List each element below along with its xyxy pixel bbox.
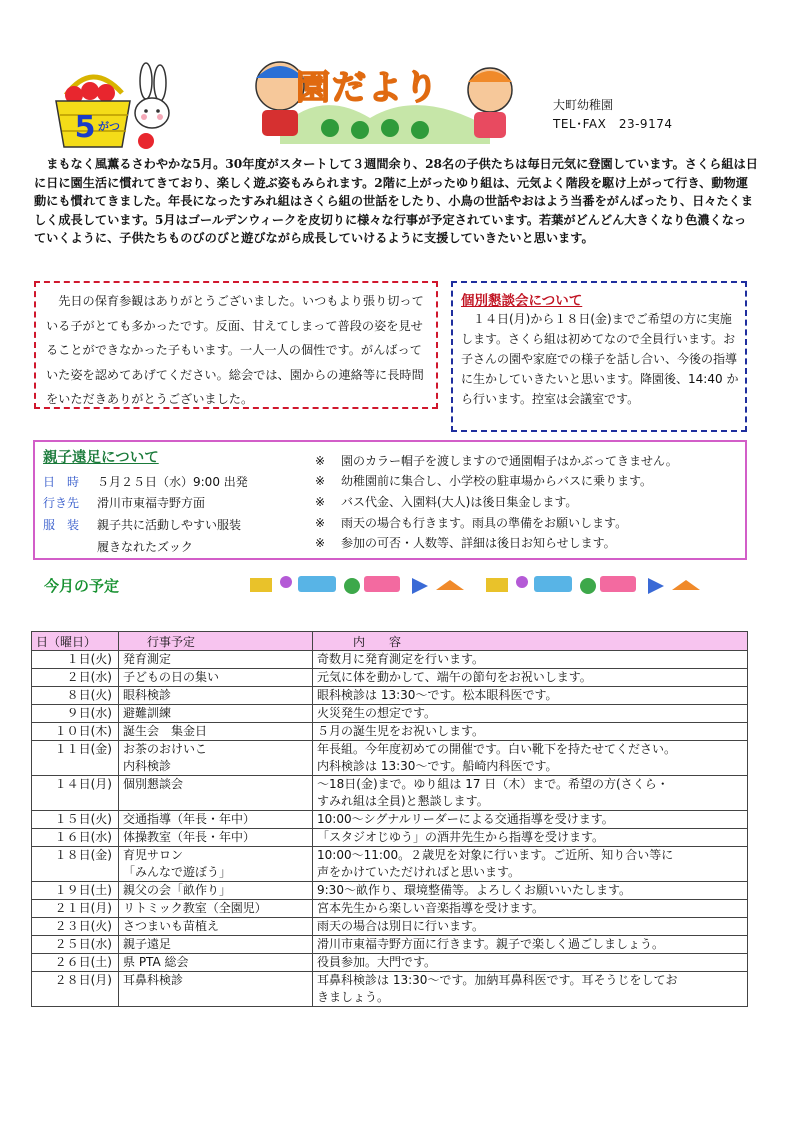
schedule-detail-line: ５月の誕生児をお祝いします。: [317, 724, 485, 738]
schedule-event-line: 避難訓練: [123, 706, 172, 720]
table-row: [32, 811, 748, 829]
schedule-event: [119, 687, 313, 705]
schedule-date: ２１日(月): [32, 900, 119, 918]
schedule-detail-line: 9:30～畝作り、環境整備等。よろしくお願いいたします。: [317, 883, 631, 897]
schedule-detail-line: 雨天の場合は別日に行います。: [317, 919, 485, 933]
table-row: [32, 936, 748, 954]
trip-row-shoes: 履きなれたズック: [97, 540, 193, 554]
schedule-event: [119, 918, 313, 936]
schedule-event: [119, 847, 313, 882]
schedule-date: １１日(金): [32, 741, 119, 776]
trip-note: ※ 雨天の場合も行きます。雨具の準備をお願いします。: [315, 516, 628, 530]
schedule-event: [119, 776, 313, 811]
schedule-details: [313, 687, 748, 705]
schedule-event-line: 子どもの日の集い: [123, 670, 220, 684]
schedule-event-line: お茶のおけいこ: [123, 742, 208, 756]
schedule-date: １５日(火): [32, 811, 119, 829]
schedule-event-line: 県 PTA 総会: [123, 955, 189, 969]
trip-note: ※ 幼稚園前に集合し、小学校の駐車場からバスに乗ります。: [315, 474, 653, 488]
schedule-event: [119, 669, 313, 687]
schedule-table: [31, 631, 748, 1007]
schedule-details: [313, 918, 748, 936]
schedule-event: [119, 705, 313, 723]
schedule-detail-line: 声をかけていただければと思います。: [317, 865, 521, 879]
individual-meeting-title: 個別懇談会について: [461, 293, 583, 309]
table-row: [32, 705, 748, 723]
schedule-date: １０日(木): [32, 723, 119, 741]
family-trip-title: 親子遠足について: [43, 450, 159, 466]
schedule-details: [313, 811, 748, 829]
schedule-detail-line: 火災発生の想定です。: [317, 706, 437, 720]
schedule-details: [313, 776, 748, 811]
carp-streamer-decoration: [246, 570, 716, 602]
table-row: [32, 723, 748, 741]
schedule-event: [119, 882, 313, 900]
schedule-date: ２３日(火): [32, 918, 119, 936]
table-row: [32, 669, 748, 687]
schedule-date: ２５日(水): [32, 936, 119, 954]
visit-thanks-text: 先日の保育参観はありがとうございました。いつもより張り切っている子がとても多かったです。反面、甘えてしまって普段の姿を見せることができなかった子もいます。一人一人の個性です。がんばっていた姿を認めてあげてください。総会では、園からの連絡等に長時間をいただきありがとうございました。: [46, 294, 424, 406]
schedule-event-line: 眼科検診: [123, 688, 172, 702]
trip-note: ※ バス代金、入園料(大人)は後日集金します。: [315, 495, 578, 509]
schedule-date: ８日(火): [32, 687, 119, 705]
school-tel: TEL･FAX 23-9174: [553, 117, 673, 131]
month-schedule-title: 今月の予定: [44, 577, 120, 595]
schedule-detail-line: 宮本先生から楽しい音楽指導を受けます。: [317, 901, 545, 915]
schedule-event-line: 親子遠足: [123, 937, 172, 951]
table-row: [32, 847, 748, 882]
table-row: [32, 651, 748, 669]
table-row: [32, 900, 748, 918]
table-row: [32, 954, 748, 972]
schedule-detail-line: 役員参加。大門です。: [317, 955, 437, 969]
school-name: 大町幼稚園: [553, 98, 614, 112]
schedule-details: [313, 829, 748, 847]
schedule-event-line: 「みんなで遊ぼう」: [123, 865, 232, 879]
schedule-detail-line: 耳鼻科検診は 13:30～です。加納耳鼻科医です。耳そうじをしてお: [317, 973, 678, 987]
schedule-detail-line: すみれ組は全員)と懇談します。: [317, 794, 489, 808]
schedule-details: [313, 936, 748, 954]
schedule-detail-line: 10:00～11:00。２歳児を対象に行います。ご近所、知り合い等に: [317, 848, 674, 862]
schedule-detail-line: ～18日(金)まで。ゆり組は 17 日（木）まで。希望の方(さくら・: [317, 777, 669, 791]
schedule-event: [119, 972, 313, 1007]
table-row: [32, 972, 748, 1007]
schedule-event-line: 親父の会「畝作り」: [123, 883, 232, 897]
individual-meeting-box: [451, 281, 747, 432]
schedule-details: [313, 651, 748, 669]
schedule-details: [313, 741, 748, 776]
visit-thanks-box: [34, 281, 438, 409]
schedule-detail-line: 年長組。今年度初めての開催です。白い靴下を持たせてください。: [317, 742, 677, 756]
schedule-event: [119, 651, 313, 669]
schedule-details: [313, 972, 748, 1007]
schedule-details: [313, 705, 748, 723]
schedule-date: １９日(土): [32, 882, 119, 900]
schedule-date: ９日(水): [32, 705, 119, 723]
schedule-detail-line: 「スタジオじゆう」の酒井先生から指導を受けます。: [317, 830, 605, 844]
schedule-detail-line: 眼科検診は 13:30～です。松本眼科医です。: [317, 688, 558, 702]
schedule-event: [119, 829, 313, 847]
trip-note: ※ 園のカラー帽子を渡しますので通園帽子はかぶってきません。: [315, 454, 678, 468]
schedule-event-line: 個別懇談会: [123, 777, 184, 791]
header-date: 日（曜日）: [32, 632, 119, 651]
table-row: [32, 776, 748, 811]
newsletter-logo-text: 園だより: [296, 68, 440, 108]
schedule-date: ２８日(月): [32, 972, 119, 1007]
schedule-details: [313, 954, 748, 972]
schedule-event-line: 耳鼻科検診: [123, 973, 184, 987]
month-badge: 5: [74, 110, 96, 145]
schedule-event: [119, 811, 313, 829]
schedule-event-line: 誕生会 集金日: [123, 724, 208, 738]
schedule-details: [313, 900, 748, 918]
month-badge-suffix: がつ: [98, 120, 120, 133]
schedule-event-line: 内科検診: [123, 759, 172, 773]
schedule-date: １日(火): [32, 651, 119, 669]
individual-meeting-text: １４日(月)から１８日(金)までご希望の方に実施します。さくら組は初めてなので全員行います。お子さんの園や家庭での様子を話し合い、今後の指導に生かしていきたいと思います。降園後、14:40 から行います。控室は会議室です。: [461, 312, 739, 406]
schedule-event-line: さつまいも苗植え: [123, 919, 220, 933]
schedule-date: １８日(金): [32, 847, 119, 882]
schedule-event-line: 体操教室（年長・年中）: [123, 830, 256, 844]
schedule-date: １６日(水): [32, 829, 119, 847]
schedule-details: [313, 669, 748, 687]
schedule-event-line: リトミック教室（全園児）: [123, 901, 267, 915]
trip-row-clothing: 服 装 親子共に活動しやすい服装: [43, 518, 242, 532]
schedule-details: [313, 847, 748, 882]
schedule-event-line: 発育測定: [123, 652, 172, 666]
schedule-details: [313, 723, 748, 741]
intro-paragraph: まもなく風薫るさわやかな5月。30年度がスタートして３週間余り、28名の子供たちは毎日元気に登園しています。さくら組は日に日に園生活に慣れてきており、楽しく遊ぶ姿もみられます。2階に上がったゆり組は、元気よく階段を駆け上がって行き、動物運動にも慣れてきました。年長になったすみれ組はさくら組の世話をしたり、小鳥の世話やおはよう当番をがんばったり、日々たくましく成長しています。5月はゴールデンウィークを皮切りに様々な行事が予定されています。若葉がどんどん大きくなり色濃くなっていくように、子供たちものびのびと遊びながら成長していけるように支援していきたいと思います。: [34, 157, 758, 245]
trip-row-destination: 行き先 滑川市東福寺野方面: [43, 496, 206, 510]
schedule-details: [313, 882, 748, 900]
schedule-event: [119, 723, 313, 741]
table-row: [32, 882, 748, 900]
schedule-detail-line: 10:00～シグナルリーダーによる交通指導を受けます。: [317, 812, 614, 826]
schedule-event-line: 交通指導（年長・年中）: [123, 812, 256, 826]
schedule-date: ２６日(土): [32, 954, 119, 972]
family-trip-box: [33, 440, 747, 560]
trip-note: ※ 参加の可否・人数等、詳細は後日お知らせします。: [315, 536, 616, 550]
schedule-event: [119, 741, 313, 776]
schedule-detail-line: 滑川市東福寺野方面に行きます。親子で楽しく過ごしましょう。: [317, 937, 665, 951]
table-row: [32, 918, 748, 936]
schedule-header-row: [32, 632, 748, 651]
trip-row-datetime: 日 時 ５月２５日（水）9:00 出発: [43, 475, 248, 489]
schedule-event: [119, 900, 313, 918]
schedule-date: １４日(月): [32, 776, 119, 811]
schedule-date: ２日(水): [32, 669, 119, 687]
header-details: 内 容: [313, 632, 748, 651]
table-row: [32, 741, 748, 776]
schedule-event: [119, 936, 313, 954]
schedule-detail-line: きましょう。: [317, 990, 390, 1004]
schedule-detail-line: 内科検診は 13:30～です。船崎内科医です。: [317, 759, 558, 773]
table-row: [32, 829, 748, 847]
schedule-detail-line: 奇数月に発育測定を行います。: [317, 652, 485, 666]
schedule-detail-line: 元気に体を動かして、端午の節句をお祝いします。: [317, 670, 592, 684]
table-row: [32, 687, 748, 705]
schedule-event-line: 育児サロン: [123, 848, 184, 862]
schedule-event: [119, 954, 313, 972]
header-event: 行事予定: [119, 632, 313, 651]
